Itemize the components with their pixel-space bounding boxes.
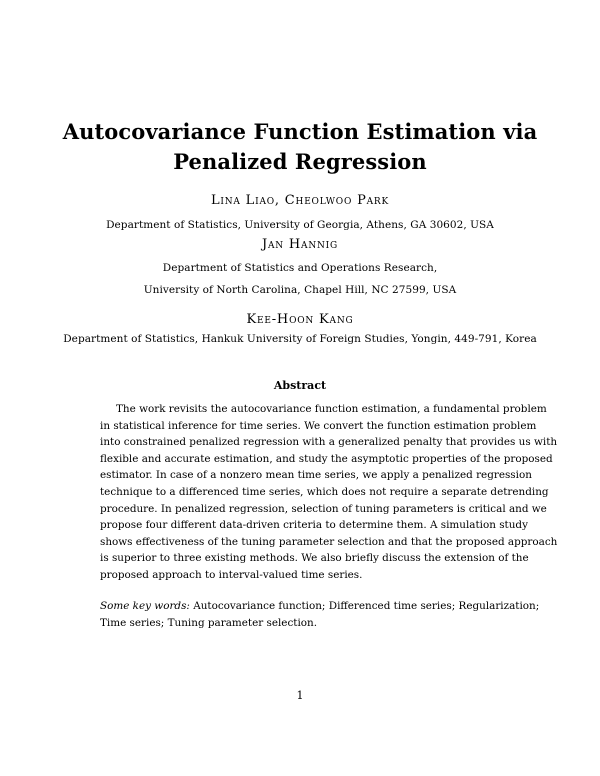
abstract-line: propose four different data-driven criteria to determine them. A simulation study	[100, 519, 528, 532]
affiliation-2-line-1: Department of Statistics and Operations Research,	[162, 262, 438, 274]
keywords-block	[100, 598, 540, 631]
abstract-line: technique to a differenced time series, which does not require a separate detrending	[100, 485, 549, 498]
keywords-text-1: Autocovariance function; Differenced time series; Regularization;	[193, 600, 540, 612]
affiliation-3: Department of Statistics, Hankuk University of Foreign Studies, Yongin, 449-791, Korea	[63, 333, 537, 345]
abstract-line: proposed approach to interval-valued time series.	[100, 568, 363, 581]
author-names-3: Kee-Hoon Kang	[246, 312, 354, 327]
abstract-line: The work revisits the autocovariance function estimation, a fundamental problem	[116, 403, 547, 415]
abstract-line: flexible and accurate estimation, and study the asymptotic properties of the proposed	[100, 452, 553, 465]
affiliation-2-line-2: University of North Carolina, Chapel Hill, NC 27599, USA	[143, 284, 457, 296]
abstract-line: is superior to three existing methods. We also briefly discuss the extension of the	[100, 552, 529, 565]
page-number: 1	[296, 689, 304, 702]
affiliation-1: Department of Statistics, University of Georgia, Athens, GA 30602, USA	[106, 219, 494, 231]
abstract-heading: Abstract	[273, 379, 327, 392]
author-names-2: Jan Hannig	[261, 237, 339, 252]
keywords-line-1	[100, 598, 540, 615]
abstract-line: estimator. In case of a nonzero mean time series, we apply a penalized regression	[100, 469, 532, 482]
keywords-label: Some key words:	[100, 600, 190, 612]
abstract-line: into constrained penalized regression with a generalized penalty that provides us with	[100, 436, 558, 449]
title-line-1: Autocovariance Function Estimation via	[62, 119, 538, 144]
keywords-text-2: Time series; Tuning parameter selection.	[100, 616, 318, 629]
abstract-line: in statistical inference for time series. We convert the function estimation problem	[100, 419, 537, 432]
abstract-line: procedure. In penalized regression, selection of tuning parameters is critical and we	[100, 502, 547, 515]
author-names-1: Lina Liao, Cheolwoo Park	[210, 193, 390, 208]
abstract-line: shows effectiveness of the tuning parameter selection and that the proposed approach	[100, 535, 558, 548]
paper-title	[0, 117, 600, 177]
abstract-body	[100, 401, 558, 584]
title-line-2: Penalized Regression	[173, 149, 427, 174]
